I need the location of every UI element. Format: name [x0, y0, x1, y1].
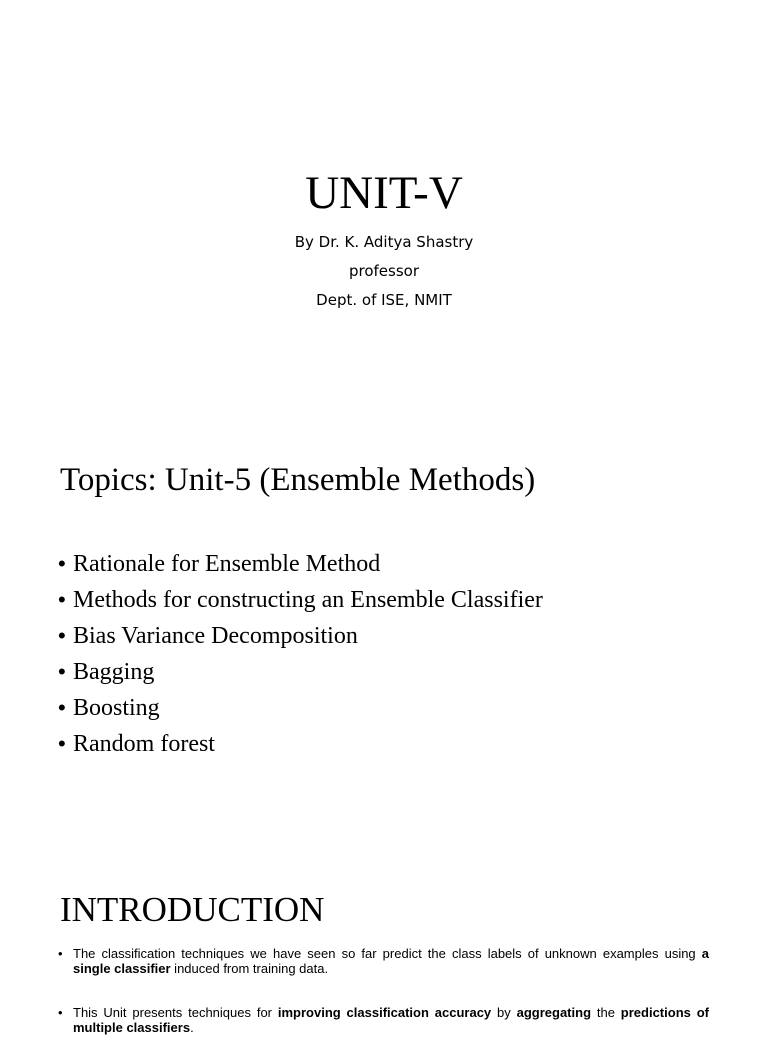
topic-text: Bagging [73, 659, 155, 685]
topic-text: Rationale for Ensemble Method [73, 551, 381, 577]
author-block [0, 228, 768, 315]
list-item [58, 582, 543, 618]
paragraph-text: induced from training data. [170, 961, 329, 976]
list-item [58, 726, 543, 762]
paragraph-text: the [591, 1005, 621, 1020]
list-item [58, 618, 543, 654]
emphasis-text: predictions of multiple classifiers [73, 1005, 709, 1035]
paragraph-text: This Unit presents techniques for [73, 1005, 278, 1020]
bullet-icon: • [58, 551, 66, 576]
topic-text: Bias Variance Decomposition [73, 623, 358, 649]
introduction-title: INTRODUCTION [60, 890, 325, 929]
unit-title: UNIT-V [305, 167, 463, 219]
topics-list [58, 546, 543, 762]
list-item [58, 1005, 709, 1035]
bullet-icon: • [58, 587, 66, 612]
topic-text: Random forest [73, 731, 215, 757]
author-role: professor [348, 262, 420, 280]
bullet-icon: • [58, 731, 66, 756]
emphasis-text: improving classification accuracy [277, 1005, 492, 1020]
topics-slide [0, 384, 768, 864]
author-name: By Dr. K. Aditya Shastry [294, 233, 474, 251]
topic-text: Methods for constructing an Ensemble Classifier [73, 587, 543, 613]
introduction-slide [0, 864, 768, 1035]
author-department: Dept. of ISE, NMIT [316, 291, 452, 309]
paragraph-text: . [190, 1020, 194, 1035]
bullet-icon: • [58, 659, 66, 684]
list-item [58, 690, 543, 726]
list-item [58, 546, 543, 582]
emphasis-text: aggregating [516, 1005, 592, 1020]
emphasis-text: a single classifier [73, 946, 709, 976]
list-item [58, 654, 543, 690]
bullet-icon: • [58, 946, 63, 961]
paragraph-text: The classification techniques we have seen so far predict the class labels of unknown examples using [73, 946, 702, 961]
topics-title: Topics: Unit-5 (Ensemble Methods) [60, 462, 536, 498]
introduction-list [58, 946, 709, 1064]
paragraph-text: by [491, 1005, 517, 1020]
bullet-icon: • [58, 1005, 63, 1020]
bullet-icon: • [58, 695, 66, 720]
topic-text: Boosting [73, 695, 160, 721]
bullet-icon: • [58, 623, 66, 648]
list-item [58, 946, 709, 976]
title-slide [0, 0, 768, 384]
